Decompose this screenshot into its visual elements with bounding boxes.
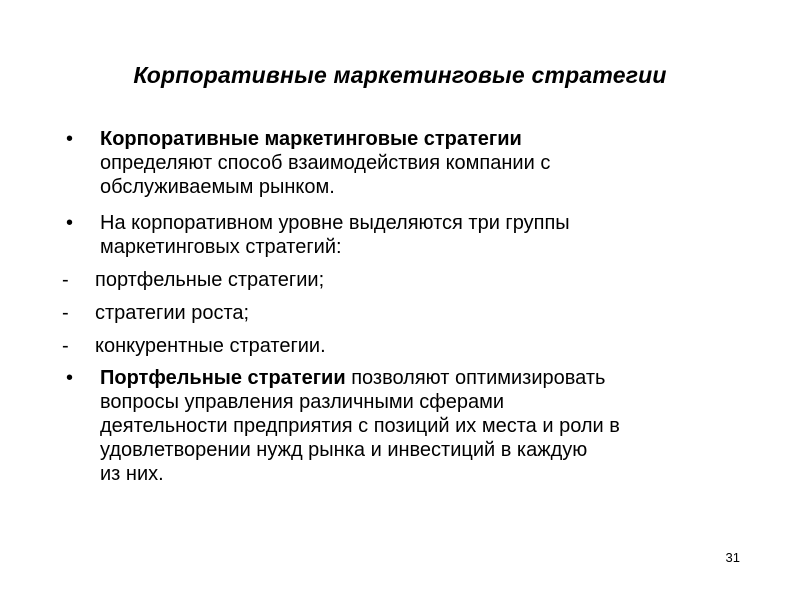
bullet-item-2-line-2: маркетинговых стратегий: xyxy=(100,236,342,258)
bullet-item-1-bold: Корпоративные маркетинговые стратегии xyxy=(100,128,522,150)
dash-marker: - xyxy=(62,335,69,357)
dash-item-2 xyxy=(62,301,755,325)
bullet-item-1 xyxy=(66,127,760,199)
page-number: 31 xyxy=(725,550,740,565)
bullet-marker: • xyxy=(66,128,74,150)
bullet-item-3-line-1 xyxy=(100,366,770,390)
dash-marker: - xyxy=(62,302,69,324)
bullet-item-3-bold: Портфельные стратегии xyxy=(100,367,346,389)
bullet-item-3-line-2: вопросы управления различными сферами xyxy=(100,391,505,413)
bullet-item-3-line-1-rest: позволяют оптимизировать xyxy=(345,367,606,389)
bullet-marker: • xyxy=(66,367,74,389)
dash-item-1 xyxy=(62,268,755,292)
bullet-marker: • xyxy=(66,212,74,234)
dash-item-2-text: стратегии роста; xyxy=(95,302,250,324)
bullet-item-2-line-1: На корпоративном уровне выделяются три группы xyxy=(100,212,570,234)
bullet-item-3-line-3: деятельности предприятия с позиций их места и роли в xyxy=(100,415,620,437)
dash-item-3-text: конкурентные стратегии. xyxy=(95,335,326,357)
dash-item-3 xyxy=(62,334,755,358)
dash-item-1-text: портфельные стратегии; xyxy=(95,269,325,291)
bullet-item-1-line-1: определяют способ взаимодействия компании с xyxy=(100,152,551,174)
dash-marker: - xyxy=(62,269,69,291)
bullet-item-1-line-2: обслуживаемым рынком. xyxy=(100,176,335,198)
slide-title: Корпоративные маркетинговые стратегии xyxy=(133,62,667,88)
bullet-item-3 xyxy=(66,366,770,486)
bullet-item-2 xyxy=(66,211,760,259)
bullet-item-3-line-5: из них. xyxy=(100,463,164,485)
bullet-item-3-line-4: удовлетворении нужд рынка и инвестиций в каждую xyxy=(100,439,588,461)
